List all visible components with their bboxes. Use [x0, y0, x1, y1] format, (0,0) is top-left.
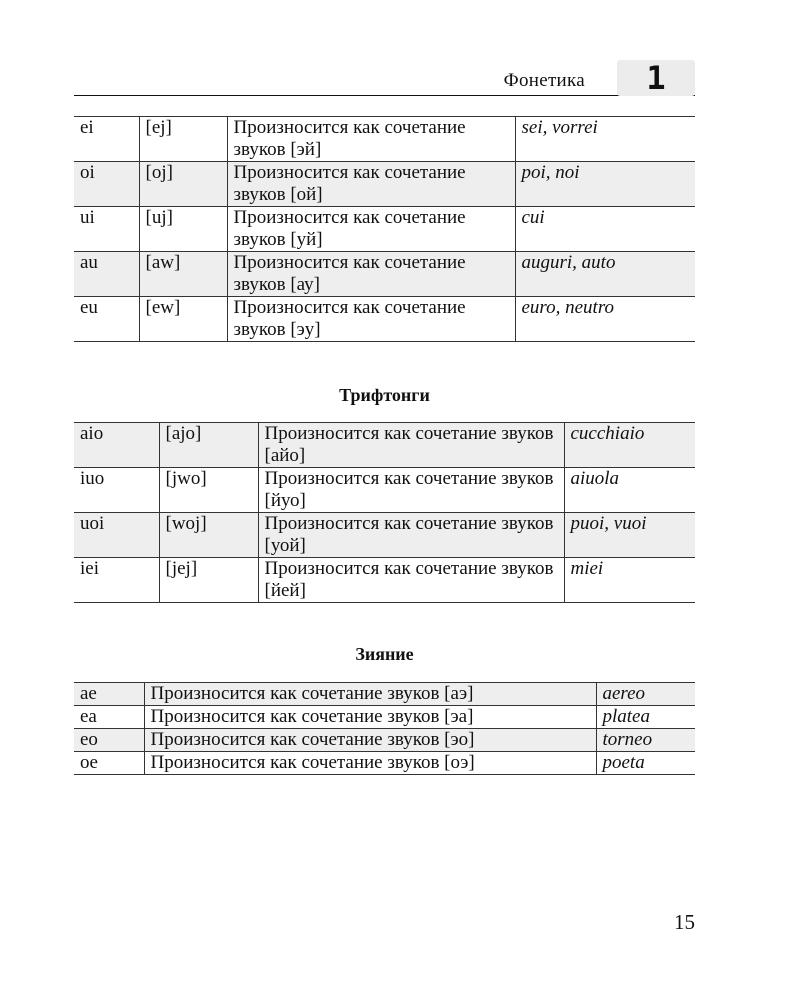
- examples-cell: platea: [602, 706, 650, 727]
- diphthongs-table: [74, 116, 695, 342]
- letters-cell: eo: [74, 729, 144, 752]
- letters-cell: uoi: [74, 513, 159, 558]
- hiatus-title: Зияние: [355, 644, 414, 664]
- examples-cell: torneo: [596, 729, 695, 752]
- letters-cell: iei: [74, 558, 159, 603]
- ipa-cell: [aw]: [139, 252, 227, 297]
- examples-cell: cui: [521, 207, 545, 228]
- table-row: [74, 207, 695, 252]
- table-row: [74, 162, 695, 207]
- description-cell: Произносится как сочетание звуков [уой]: [258, 513, 564, 558]
- hiatus-table: [74, 682, 695, 775]
- description-cell: Произносится как сочетание звуков [ой]: [227, 162, 515, 207]
- letters-cell: ea: [74, 706, 144, 729]
- letters-cell: eu: [74, 297, 139, 342]
- table-row: [74, 297, 695, 342]
- description-cell: Произносится как сочетание звуков [оэ]: [144, 752, 596, 775]
- description-cell: Произносится как сочетание звуков [аэ]: [144, 683, 596, 706]
- header-rule: [74, 95, 695, 96]
- ipa-cell: [oj]: [139, 162, 227, 207]
- table-row: [74, 423, 695, 468]
- letters-cell: oe: [74, 752, 144, 775]
- header-title: Фонетика: [503, 70, 585, 91]
- description-cell: Произносится как сочетание звуков [айо]: [258, 423, 564, 468]
- letters-cell: ae: [74, 683, 144, 706]
- ipa-cell: [uj]: [139, 207, 227, 252]
- examples-cell: cucchiaio: [564, 423, 695, 468]
- letters-cell: iuo: [74, 468, 159, 513]
- ipa-cell: [jwo]: [159, 468, 258, 513]
- table-row: [74, 558, 695, 603]
- ipa-cell: [jej]: [159, 558, 258, 603]
- description-cell: Произносится как сочетание звуков [уй]: [227, 207, 515, 252]
- letters-cell: aio: [74, 423, 159, 468]
- letters-cell: au: [74, 252, 139, 297]
- description-cell: Произносится как сочетание звуков [ау]: [227, 252, 515, 297]
- table-row: [74, 683, 695, 706]
- description-cell: Произносится как сочетание звуков [эо]: [144, 729, 596, 752]
- ipa-cell: [woj]: [159, 513, 258, 558]
- page-header: [74, 60, 695, 96]
- description-cell: Произносится как сочетание звуков [йей]: [258, 558, 564, 603]
- examples-cell: euro, neutro: [521, 297, 615, 318]
- letters-cell: oi: [74, 162, 139, 207]
- description-cell: Произносится как сочетание звуков [йуо]: [258, 468, 564, 513]
- table-row: [74, 513, 695, 558]
- examples-cell: puoi, vuoi: [564, 513, 695, 558]
- table-row: [74, 468, 695, 513]
- table-row: [74, 706, 695, 729]
- examples-cell: miei: [570, 558, 604, 579]
- page-number: 15: [674, 910, 695, 934]
- ipa-cell: [ew]: [139, 297, 227, 342]
- examples-cell: sei, vorrei: [521, 117, 598, 138]
- examples-cell: aereo: [596, 683, 695, 706]
- triphthongs-title: Трифтонги: [339, 385, 430, 405]
- ipa-cell: [ajo]: [159, 423, 258, 468]
- table-row: [74, 252, 695, 297]
- table-row: [74, 117, 695, 162]
- letters-cell: ei: [74, 117, 139, 162]
- description-cell: Произносится как сочетание звуков [эу]: [227, 297, 515, 342]
- description-cell: Произносится как сочетание звуков [эа]: [144, 706, 596, 729]
- chapter-number-badge: 1: [617, 60, 695, 96]
- examples-cell: aiuola: [570, 468, 620, 489]
- table-row: [74, 729, 695, 752]
- description-cell: Произносится как сочетание звуков [эй]: [227, 117, 515, 162]
- examples-cell: poeta: [602, 752, 645, 773]
- examples-cell: auguri, auto: [515, 252, 695, 297]
- examples-cell: poi, noi: [515, 162, 695, 207]
- letters-cell: ui: [74, 207, 139, 252]
- triphthongs-table: [74, 422, 695, 603]
- ipa-cell: [ej]: [139, 117, 227, 162]
- table-row: [74, 752, 695, 775]
